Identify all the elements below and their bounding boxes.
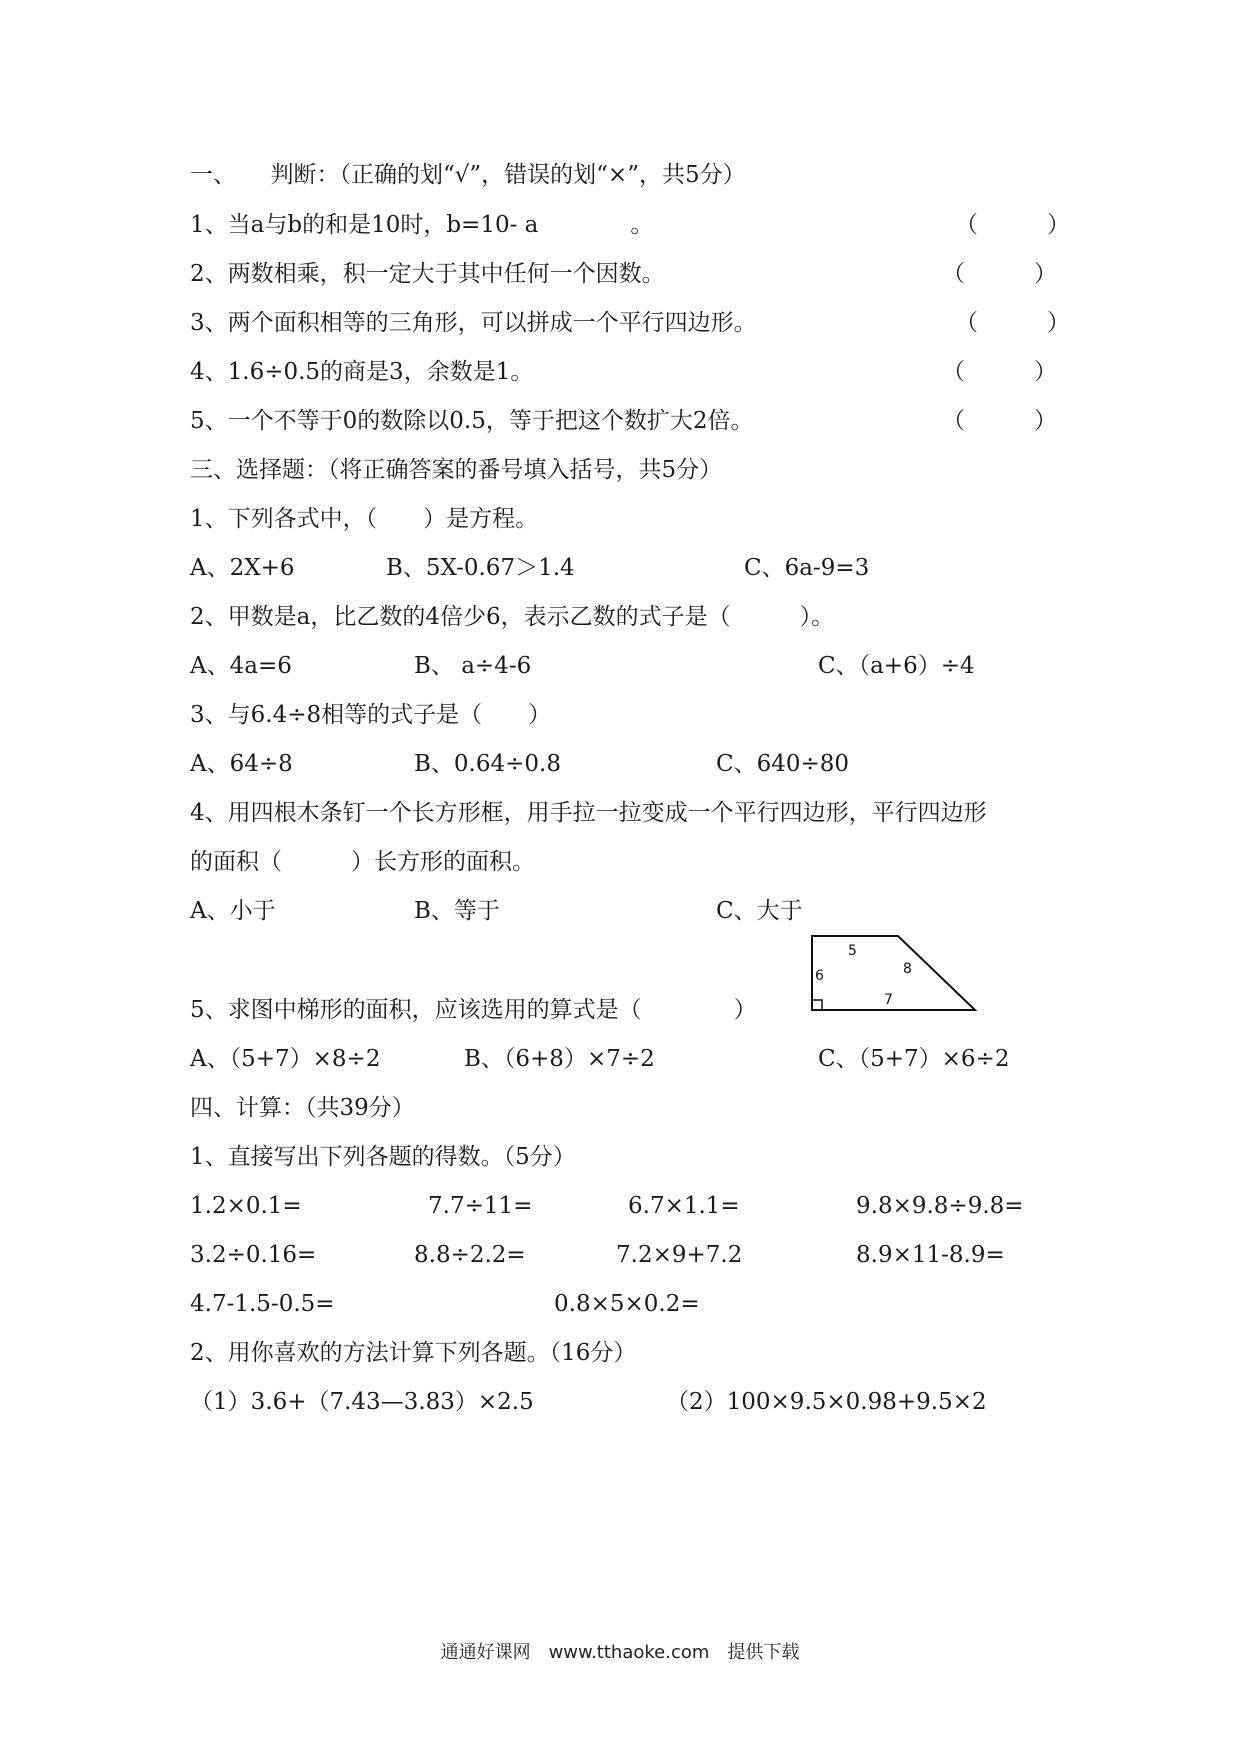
calc-item: 7.7÷11= [428, 1193, 533, 1219]
section3-title: 三、选择题：（将正确答案的番号填入括号，共5分） [190, 457, 723, 483]
calc-item: 8.8÷2.2= [414, 1242, 526, 1268]
calc-item: 4.7-1.5-0.5= [190, 1291, 335, 1317]
judge-item-5: 5、一个不等于0的数除以0.5，等于把这个数扩大2倍。 [190, 408, 754, 434]
choice-q1-stem: 1、下列各式中，（ ）是方程。 [190, 506, 539, 532]
calc-item: 9.8×9.8÷9.8= [856, 1193, 1024, 1219]
calc-item: 8.9×11-8.9= [856, 1242, 1005, 1268]
judge-item-2: 2、两数相乘，积一定大于其中任何一个因数。 [190, 261, 665, 287]
trapezoid-left-label: 6 [815, 968, 824, 984]
choice-q2-option-a: A、4a=6 [190, 653, 292, 679]
choice-q5-option-a: A、（5+7）×8÷2 [190, 1046, 381, 1072]
choice-q1-option-b: B、5X-0.67＞1.4 [386, 555, 575, 581]
calc-item: 7.2×9+7.2 [616, 1242, 743, 1268]
trapezoid-bottom-label: 7 [884, 992, 893, 1008]
choice-q3-option-b: B、0.64÷0.8 [414, 751, 561, 777]
calc-item: 3.2÷0.16= [190, 1242, 317, 1268]
trapezoid-diagram [800, 930, 990, 1015]
calc-item: 0.8×5×0.2= [554, 1291, 700, 1317]
choice-q1-option-c: C、6a-9=3 [744, 555, 870, 581]
choice-q2-option-b: B、 a÷4-6 [414, 653, 532, 679]
calc-item: 1.2×0.1= [190, 1193, 302, 1219]
judge-item-1: 1、当a与b的和是10时，b=10- a 。 [190, 212, 654, 238]
choice-q4-stem-line1: 4、用四根木条钉一个长方形框，用手拉一拉变成一个平行四边形，平行四边形 [190, 800, 987, 826]
calc-item: 6.7×1.1= [628, 1193, 740, 1219]
calc-part2-title: 2、用你喜欢的方法计算下列各题。（16分） [190, 1340, 637, 1366]
section1-title: 一、 判断：（正确的划“√”，错误的划“×”，共5分） [190, 162, 746, 188]
trapezoid-top-label: 5 [848, 943, 857, 959]
choice-q2-stem: 2、甲数是a，比乙数的4倍少6，表示乙数的式子是（ ）。 [190, 604, 835, 630]
calc-problem-2: （2）100×9.5×0.98+9.5×2 [666, 1389, 987, 1415]
answer-paren-1[interactable]: （ ） [955, 212, 1070, 238]
trapezoid-slant-label: 8 [903, 961, 912, 977]
choice-q5-option-c: C、（5+7）×6÷2 [818, 1046, 1010, 1072]
choice-q5-stem: 5、求图中梯形的面积，应该选用的算式是（ ） [190, 997, 757, 1023]
choice-q3-option-c: C、640÷80 [716, 751, 850, 777]
answer-paren-5[interactable]: （ ） [942, 408, 1057, 434]
choice-q4-option-a: A、小于 [190, 898, 276, 924]
choice-q4-stem-line2: 的面积（ ）长方形的面积。 [190, 849, 535, 875]
calc-problem-1: （1）3.6+（7.43—3.83）×2.5 [190, 1389, 534, 1415]
answer-paren-4[interactable]: （ ） [942, 359, 1057, 385]
choice-q2-option-c: C、（a+6）÷4 [818, 653, 975, 679]
answer-paren-2[interactable]: （ ） [942, 261, 1057, 287]
calc-part1-title: 1、直接写出下列各题的得数。（5分） [190, 1144, 576, 1170]
choice-q4-option-c: C、大于 [716, 898, 803, 924]
choice-q3-option-a: A、64÷8 [190, 751, 293, 777]
answer-paren-3[interactable]: （ ） [955, 310, 1070, 336]
choice-q1-option-a: A、2X+6 [190, 555, 295, 581]
judge-item-3: 3、两个面积相等的三角形，可以拼成一个平行四边形。 [190, 310, 757, 336]
choice-q4-option-b: B、等于 [414, 898, 500, 924]
choice-q5-option-b: B、（6+8）×7÷2 [464, 1046, 655, 1072]
section4-title: 四、计算：（共39分） [190, 1095, 415, 1121]
choice-q3-stem: 3、与6.4÷8相等的式子是（ ） [190, 702, 552, 728]
trapezoid-shape [812, 936, 975, 1010]
judge-item-4: 4、1.6÷0.5的商是3，余数是1。 [190, 359, 534, 385]
right-angle-mark [812, 1000, 822, 1010]
footer-credit: 通通好课网 www.tthaoke.com 提供下载 [440, 1642, 800, 1663]
